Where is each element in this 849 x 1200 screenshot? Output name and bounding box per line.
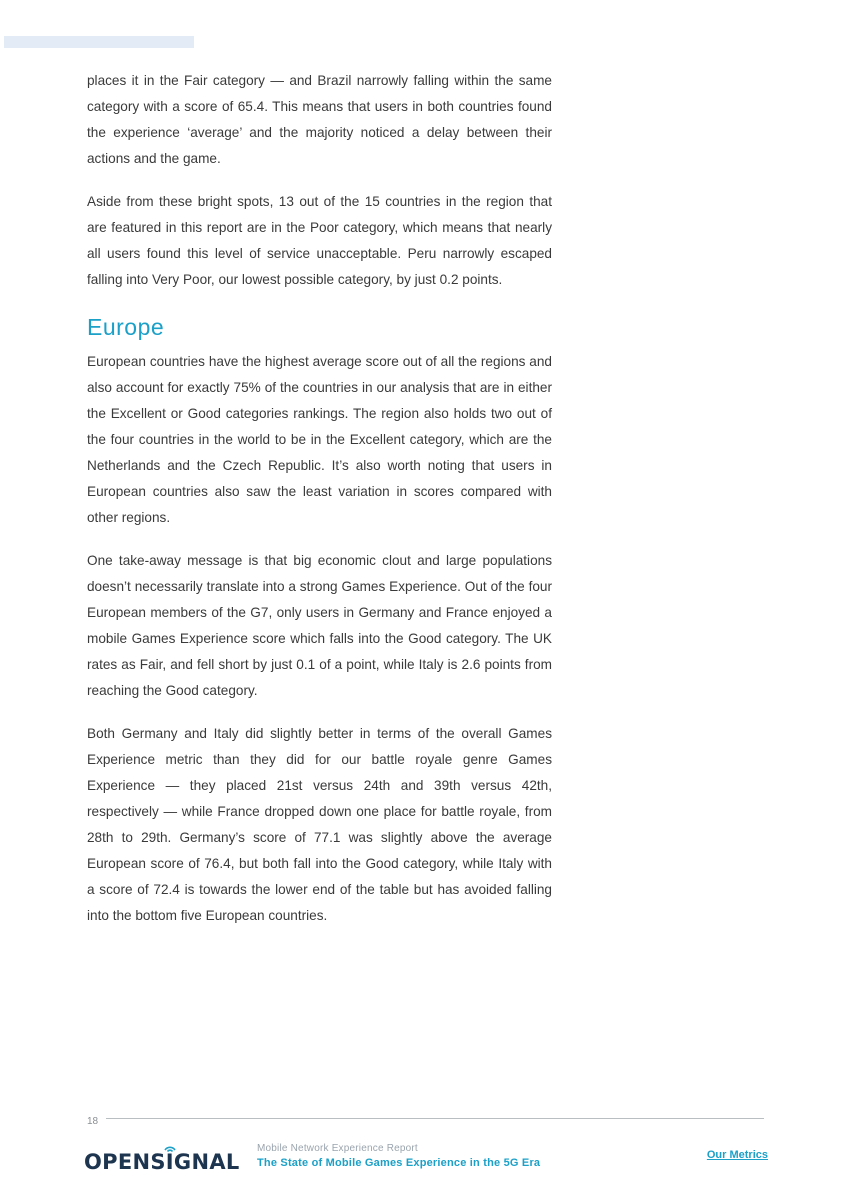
body-paragraph: European countries have the highest average score out of all the regions and also account for exactly 75% of the countries in our analysis that are in either the Excellent or Good categories rankings. The region also holds two out of the four countries in the world to be in the Excellent category, which are the Netherlands and the Czech Republic. It’s also worth noting that users in European countries also saw the least variation in scores compared with other regions. [87,354,552,525]
opensignal-logo [84,1138,240,1174]
body-paragraph: One take-away message is that big economic clout and large populations doesn’t necessarily translate into a strong Games Experience. Out of the four European members of the G7, only users in Germany and France enjoyed a mobile Games Experience score which falls into the Good category. The UK rates as Fair, and fell short by just 0.1 of a point, while Italy is 2.6 points from reaching the Good category. [87,553,552,698]
header-band [4,36,194,48]
footer-divider [106,1118,764,1119]
body-paragraph: places it in the Fair category — and Brazil narrowly falling within the same category with a score of 65.4. This means that users in both countries found the experience ‘average’ and the majority noticed a delay between their actions and the game. [87,73,552,166]
logo-signal-i [166,1150,174,1174]
page-number: 18 [87,1116,99,1127]
logo-text-i: I [165,1150,174,1174]
signal-waves-icon [163,1144,177,1154]
our-metrics-link[interactable]: Our Metrics [706,1149,768,1161]
logo-text-start: OPENS [84,1150,166,1174]
report-title: The State of Mobile Games Experience in the 5G Era [257,1157,541,1169]
report-subtitle: Mobile Network Experience Report [257,1143,418,1154]
body-paragraph: Both Germany and Italy did slightly better in terms of the overall Games Experience metric than they did for our battle royale genre Games Experience — they placed 21st versus 24th and 39th versus 42th, respectively — while France dropped down one place for battle royale, from 28th to 29th. Germany’s score of 77.1 was slightly above the average European score of 76.4, but both fall into the Good category, while Italy with a score of 72.4 is towards the lower end of the table but has avoided falling into the bottom five European countries. [87,726,552,923]
section-heading: Europe [87,314,165,340]
page-content [87,68,552,946]
body-paragraph: Aside from these bright spots, 13 out of the 15 countries in the region that are featured in this report are in the Poor category, which means that nearly all users found this level of service unacceptable. Peru narrowly escaped falling into Very Poor, our lowest possible category, by just 0.2 points. [87,194,552,287]
logo-text-end: GNAL [173,1150,240,1174]
